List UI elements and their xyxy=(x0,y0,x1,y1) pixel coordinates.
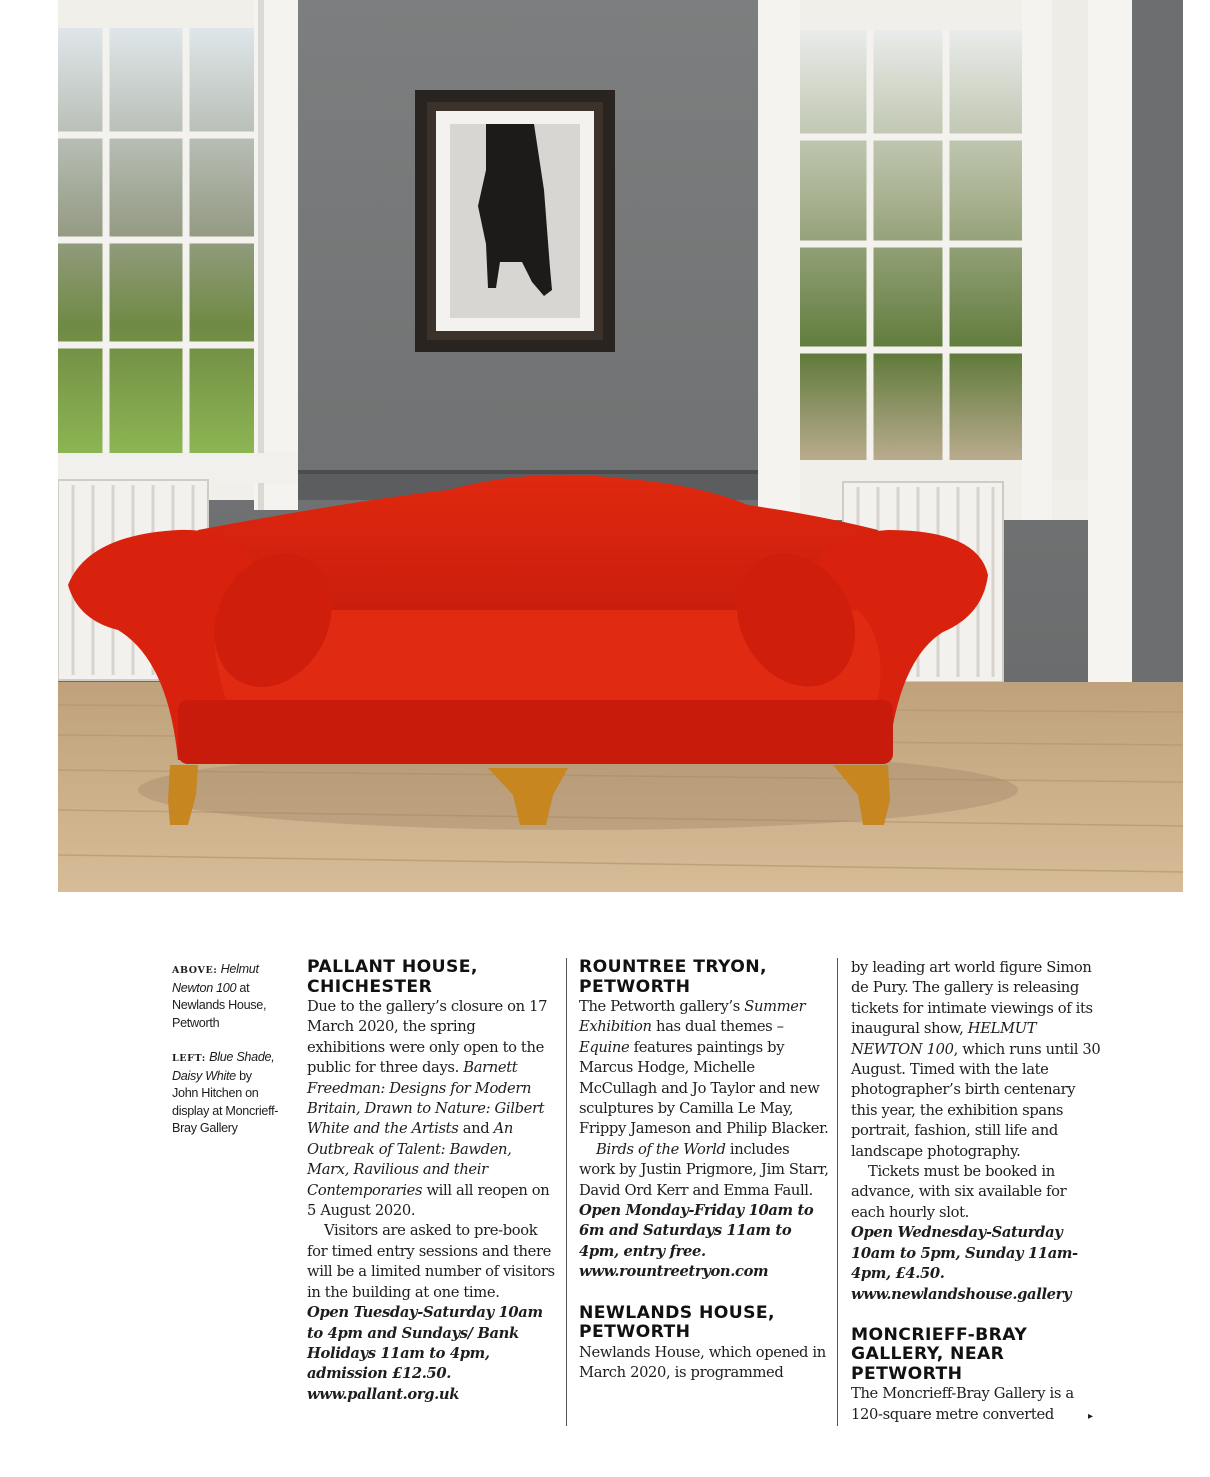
text: includes work by Justin Prigmore, Jim Starr, David Ord Kerr and Emma Faull. xyxy=(579,1140,829,1199)
exhibition-title: HELMUT NEWTON 100 xyxy=(851,1020,1037,1058)
pallant-house-heading: PALLANT HOUSE, CHICHESTER xyxy=(307,957,478,997)
rountree-tryon-url-link[interactable]: www.rountreetryon.com xyxy=(579,1263,769,1281)
text: by leading art world figure Simon de Pury. The gallery is releasing tickets for intimate viewings of its inaugural show, xyxy=(851,959,1093,1038)
text: has dual themes – xyxy=(651,1018,784,1036)
caption-left xyxy=(172,1049,280,1138)
caption-left-title: Blue Shade, Daisy White xyxy=(172,1050,275,1083)
caption-left-text: by John Hitchen on display at Moncrieff-Bray Gallery xyxy=(172,1068,279,1135)
gallery-interior-illustration xyxy=(58,0,1183,892)
exhibition-title: Birds of the World xyxy=(596,1140,726,1158)
newlands-house-url-link[interactable]: www.newlandshouse.gallery xyxy=(851,1285,1072,1303)
caption-above-label: ABOVE: xyxy=(172,965,218,976)
newlands-house-paragraph: Newlands House, which opened in March 2020, is programmed xyxy=(579,1343,826,1382)
pallant-house-opening-info: Open Tuesday-Saturday 10am to 4pm and Sundays/ Bank Holidays 11am to 4pm, admission £12.50. xyxy=(307,1304,543,1383)
continue-arrow-icon: ▸ xyxy=(1088,1411,1094,1422)
text: The Petworth gallery’s xyxy=(579,998,745,1015)
caption-above-title: Helmut Newton 100 xyxy=(172,962,259,995)
framed-photograph xyxy=(415,90,615,352)
column-divider xyxy=(837,958,838,1426)
text: , which runs until 30 August. Timed with the late photographer’s birth centenary this year, the exhibition spans portrait, fashion, still life and landscape photography. xyxy=(851,1040,1101,1160)
exhibition-title: An Outbreak of Talent: Bawden, Marx, Ravilious and their Contemporaries xyxy=(307,1120,513,1199)
rountree-tryon-opening-info: Open Monday-Friday 10am to 6m and Saturdays 11am to 4pm, entry free. xyxy=(579,1202,814,1260)
article-column-3 xyxy=(851,958,1101,1425)
text: and xyxy=(458,1120,494,1138)
gallery-photo xyxy=(58,0,1183,892)
newlands-house-paragraph-continued xyxy=(851,958,1101,1162)
moncrieff-bray-paragraph: The Moncrieff-Bray Gallery is a 120-square metre converted xyxy=(851,1385,1074,1423)
column-divider xyxy=(566,958,567,1426)
pallant-house-booking-paragraph: Visitors are asked to pre-book for timed entry sessions and there will be a limited number of visitors in the building at one time. xyxy=(307,1222,555,1301)
text: features paintings by Marcus Hodge, Michelle McCullagh and Jo Taylor and new sculptures by Camilla Le May, Frippy Jameson and Philip Blacker. xyxy=(579,1038,829,1138)
article-column-1 xyxy=(307,958,557,1405)
text: will all reopen on 5 August 2020. xyxy=(307,1181,550,1220)
left-window xyxy=(58,0,298,510)
exhibition-title: Summer Exhibition xyxy=(579,998,806,1036)
rountree-tryon-heading: ROUNTREE TRYON, PETWORTH xyxy=(579,957,767,997)
text: Due to the gallery’s closure on 17 March 2020, the spring exhibitions were only open to the public for three days. xyxy=(307,998,548,1077)
moncrieff-bray-heading: MONCRIEFF-BRAY GALLERY, NEAR PETWORTH xyxy=(851,1324,1028,1384)
caption-left-label: LEFT: xyxy=(172,1053,206,1064)
pallant-house-url-link[interactable]: www.pallant.org.uk xyxy=(307,1385,460,1403)
newlands-house-opening-info: Open Wednesday-Saturday 10am to 5pm, Sunday 11am-4pm, £4.50. xyxy=(851,1224,1078,1283)
article-column-2 xyxy=(579,958,829,1384)
photo-captions xyxy=(172,961,280,1155)
caption-above-text: at Newlands House, Petworth xyxy=(172,980,267,1030)
newlands-house-tickets-paragraph: Tickets must be booked in advance, with six available for each hourly slot. xyxy=(851,1163,1067,1221)
birds-of-the-world-paragraph xyxy=(579,1140,829,1201)
rountree-tryon-paragraph xyxy=(579,997,829,1140)
caption-above xyxy=(172,961,280,1032)
exhibition-title: Equine xyxy=(579,1038,630,1056)
newlands-house-heading: NEWLANDS HOUSE, PETWORTH xyxy=(579,1302,775,1343)
exhibition-title: Barnett Freedman: Designs for Modern Britain, Drawn to Nature: Gilbert White and the Artists xyxy=(307,1059,545,1138)
pallant-house-paragraph xyxy=(307,997,557,1221)
